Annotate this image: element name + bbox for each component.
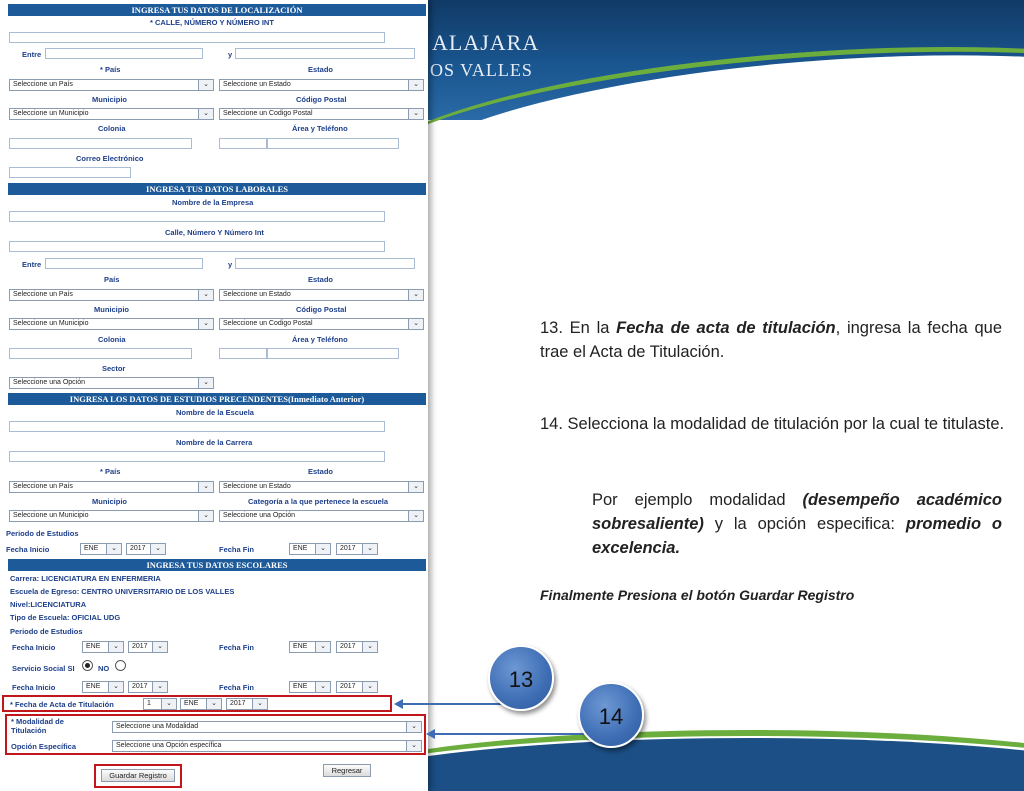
colonia-laboral-input[interactable]: [9, 348, 192, 359]
fecha-fin-servicio-label: Fecha Fin: [219, 683, 255, 692]
mes-fin-value: ENE: [293, 545, 308, 552]
section-header-escolares: INGRESA TUS DATOS ESCOLARES: [8, 559, 426, 571]
guardar-registro-button[interactable]: Guardar Registro: [101, 769, 175, 782]
y-input[interactable]: [235, 48, 415, 59]
instruction-14-example-a: Por ejemplo modalidad: [592, 491, 803, 509]
periodo-estudios-label: Periodo de Estudios: [6, 529, 79, 538]
municipio-estudios-value: Seleccione un Municipio: [13, 512, 89, 519]
modalidad-value: Seleccione una Modalidad: [116, 723, 199, 730]
mes-fin-select[interactable]: [289, 543, 331, 555]
chevron-down-icon: ⌄: [406, 722, 421, 732]
modalidad-select[interactable]: [112, 721, 422, 733]
cp-laboral-value: Seleccione un Codigo Postal: [223, 320, 313, 327]
fecha-inicio-label: Fecha Inicio: [6, 545, 50, 554]
pais-laboral-value: Seleccione un País: [13, 291, 73, 298]
estado-estudios-label: Estado: [308, 467, 334, 476]
chevron-down-icon: ⌄: [106, 544, 121, 554]
instruction-14-example-c: y la opción especifica:: [703, 515, 906, 533]
carrera-label: Nombre de la Carrera: [176, 438, 253, 447]
municipio-value: Seleccione un Municipio: [13, 110, 89, 117]
entre-input[interactable]: [45, 48, 203, 59]
area-label: Área y Teléfono: [292, 124, 348, 133]
municipio-laboral-select[interactable]: [9, 318, 214, 330]
telefono-input[interactable]: [267, 138, 399, 149]
chevron-down-icon: ⌄: [198, 511, 213, 521]
mes-fin-escolar-select[interactable]: [289, 641, 331, 653]
acta-mes-value: ENE: [184, 700, 199, 707]
municipio-estudios-label: Municipio: [92, 497, 127, 506]
municipio-laboral-label: Municipio: [94, 305, 129, 314]
chevron-down-icon: ⌄: [406, 741, 421, 751]
fecha-fin-escolar-label: Fecha Fin: [219, 643, 255, 652]
pais-value: Seleccione un País: [13, 81, 73, 88]
chevron-down-icon: ⌄: [408, 290, 423, 300]
mes-inicio-value: ENE: [84, 545, 99, 552]
chevron-down-icon: ⌄: [362, 682, 377, 692]
chevron-down-icon: ⌄: [408, 482, 423, 492]
calle-laboral-label: Calle, Número Y Número Int: [165, 228, 264, 237]
fecha-inicio-escolar-label: Fecha Inicio: [12, 643, 56, 652]
registration-form: [0, 0, 428, 791]
colonia-input[interactable]: [9, 138, 192, 149]
instruction-13-a: En la: [562, 319, 617, 337]
instruction-13-c: , ingresa la fecha que trae el Acta de Titulación.: [540, 319, 1002, 361]
no-label: NO: [98, 664, 110, 673]
instruction-13: [540, 316, 1002, 364]
chevron-down-icon: ⌄: [108, 642, 123, 652]
chevron-down-icon: ⌄: [408, 109, 423, 119]
section-header-localizacion: INGRESA TUS DATOS DE LOCALIZACIÓN: [8, 4, 426, 16]
section-header-estudios: INGRESA LOS DATOS DE ESTUDIOS PRECENDENTES(Inmediato Anterior): [8, 393, 426, 405]
estado-laboral-select[interactable]: [219, 289, 424, 301]
empresa-label: Nombre de la Empresa: [172, 198, 254, 207]
chevron-down-icon: ⌄: [315, 544, 330, 554]
chevron-down-icon: ⌄: [198, 290, 213, 300]
entre-laboral-label: Entre: [22, 260, 42, 269]
nivel-info: Nivel:LICENCIATURA: [10, 600, 87, 609]
cp-value: Seleccione un Codigo Postal: [223, 110, 313, 117]
chevron-down-icon: ⌄: [206, 699, 221, 709]
cp-label: Código Postal: [296, 95, 347, 104]
escuela-info: Escuela de Egreso: CENTRO UNIVERSITARIO DE LOS VALLES: [10, 587, 235, 596]
arrow-13-head: [394, 699, 403, 709]
opcion-value: Seleccione una Opción específica: [116, 742, 222, 749]
chevron-down-icon: ⌄: [362, 544, 377, 554]
regresar-button[interactable]: Regresar: [323, 764, 371, 777]
chevron-down-icon: ⌄: [198, 378, 213, 388]
carrera-info: Carrera: LICENCIATURA EN ENFERMERIA: [10, 574, 161, 583]
entre-laboral-input[interactable]: [45, 258, 203, 269]
anio-inicio-servicio-select[interactable]: [128, 681, 168, 693]
y-laboral-label: y: [228, 260, 233, 269]
instruction-14: 14. Selecciona la modalidad de titulación por la cual te titulaste.: [540, 415, 1005, 433]
acta-mes-select[interactable]: [180, 698, 222, 710]
pais-estudios-value: Seleccione un País: [13, 483, 73, 490]
sector-value: Seleccione una Opción: [13, 379, 85, 386]
arrow-14-line: [434, 733, 584, 735]
y-label: y: [228, 50, 233, 59]
acta-anio-value: 2017: [230, 700, 246, 707]
section-header-laborales: INGRESA TUS DATOS LABORALES: [8, 183, 426, 195]
instruction-13-number: 13.: [540, 319, 563, 337]
chevron-down-icon: ⌄: [150, 544, 165, 554]
municipio-label: Municipio: [92, 95, 127, 104]
mes-inicio-servicio-value: ENE: [86, 683, 101, 690]
servicio-social-label: Servicio Social SI: [12, 664, 75, 673]
anio-fin-select[interactable]: [336, 543, 378, 555]
sector-label: Sector: [102, 364, 126, 373]
chevron-down-icon: ⌄: [198, 80, 213, 90]
chevron-down-icon: ⌄: [161, 699, 176, 709]
categoria-value: Seleccione una Opción: [223, 512, 295, 519]
estado-estudios-select[interactable]: [219, 481, 424, 493]
area-laboral-label: Área y Teléfono: [292, 335, 348, 344]
acta-dia-value: 1: [147, 700, 151, 707]
anio-inicio-value: 2017: [130, 545, 146, 552]
calle-label: * CALLE, NÚMERO Y NÚMERO INT: [150, 18, 274, 27]
chevron-down-icon: ⌄: [315, 682, 330, 692]
servicio-no-radio[interactable]: [115, 660, 126, 671]
estado-laboral-label: Estado: [308, 275, 334, 284]
anio-fin-servicio-select[interactable]: [336, 681, 378, 693]
chevron-down-icon: ⌄: [315, 642, 330, 652]
pais-laboral-label: País: [104, 275, 120, 284]
anio-fin-escolar-select[interactable]: [336, 641, 378, 653]
brand-line-2: OS VALLES: [430, 60, 533, 80]
estado-label: Estado: [308, 65, 334, 74]
chevron-down-icon: ⌄: [198, 482, 213, 492]
mes-inicio-escolar-value: ENE: [86, 643, 101, 650]
area-input[interactable]: [219, 138, 267, 149]
calle-input[interactable]: [9, 32, 385, 43]
instruction-14-example: [592, 488, 1002, 560]
cp-laboral-select[interactable]: [219, 318, 424, 330]
calle-laboral-input[interactable]: [9, 241, 385, 252]
callout-13: 13: [488, 645, 554, 711]
instruction-13-emphasis: Fecha de acta de titulación: [616, 319, 836, 337]
arrow-14-head: [426, 729, 435, 739]
municipio-laboral-value: Seleccione un Municipio: [13, 320, 89, 327]
tipo-info: Tipo de Escuela: OFICIAL UDG: [10, 613, 121, 622]
telefono-laboral-input[interactable]: [267, 348, 399, 359]
municipio-select[interactable]: [9, 108, 214, 120]
instruction-14-example-emphasis-2: promedio o excelencia.: [592, 515, 1002, 557]
acta-label: * Fecha de Acta de Titulación: [10, 700, 114, 709]
chevron-down-icon: ⌄: [108, 682, 123, 692]
acta-anio-select[interactable]: [226, 698, 268, 710]
estado-select[interactable]: [219, 79, 424, 91]
anio-fin-servicio-value: 2017: [340, 683, 356, 690]
brand-line-1: ALAJARA: [432, 30, 540, 55]
anio-fin-escolar-value: 2017: [340, 643, 356, 650]
anio-inicio-escolar-select[interactable]: [128, 641, 168, 653]
correo-input[interactable]: [9, 167, 131, 178]
colonia-label: Colonia: [98, 124, 126, 133]
estado-estudios-value: Seleccione un Estado: [223, 483, 291, 490]
mes-fin-escolar-value: ENE: [293, 643, 308, 650]
pais-label: * País: [100, 65, 121, 74]
servicio-si-radio[interactable]: [82, 660, 93, 671]
chevron-down-icon: ⌄: [408, 511, 423, 521]
cp-select[interactable]: [219, 108, 424, 120]
chevron-down-icon: ⌄: [408, 319, 423, 329]
anio-inicio-escolar-value: 2017: [132, 643, 148, 650]
callout-14: 14: [578, 682, 644, 748]
instruction-14-example-emphasis: (desempeño académico sobresaliente): [592, 491, 1002, 533]
fecha-inicio-servicio-label: Fecha Inicio: [12, 683, 56, 692]
chevron-down-icon: ⌄: [252, 699, 267, 709]
y-laboral-input[interactable]: [235, 258, 415, 269]
categoria-select[interactable]: [219, 510, 424, 522]
pais-laboral-select[interactable]: [9, 289, 214, 301]
chevron-down-icon: ⌄: [198, 109, 213, 119]
pais-select[interactable]: [9, 79, 214, 91]
pais-estudios-select[interactable]: [9, 481, 214, 493]
empresa-input[interactable]: [9, 211, 385, 222]
mes-fin-servicio-select[interactable]: [289, 681, 331, 693]
anio-fin-value: 2017: [340, 545, 356, 552]
chevron-down-icon: ⌄: [408, 80, 423, 90]
acta-dia-select[interactable]: [143, 698, 177, 710]
modalidad-label: * Modalidad de Titulación: [11, 717, 64, 735]
mes-inicio-servicio-select[interactable]: [82, 681, 124, 693]
periodo-escolar-label: Periodo de Estudios: [10, 627, 83, 636]
anio-inicio-select[interactable]: [126, 543, 166, 555]
colonia-laboral-label: Colonia: [98, 335, 126, 344]
municipio-estudios-select[interactable]: [9, 510, 214, 522]
fecha-fin-label: Fecha Fin: [219, 545, 255, 554]
chevron-down-icon: ⌄: [152, 682, 167, 692]
escuela-input[interactable]: [9, 421, 385, 432]
cp-laboral-label: Código Postal: [296, 305, 347, 314]
pais-estudios-label: * País: [100, 467, 121, 476]
chevron-down-icon: ⌄: [152, 642, 167, 652]
mes-inicio-select[interactable]: [80, 543, 122, 555]
mes-inicio-escolar-select[interactable]: [82, 641, 124, 653]
categoria-label: Categoría a la que pertenece la escuela: [248, 497, 389, 506]
mes-fin-servicio-value: ENE: [293, 683, 308, 690]
chevron-down-icon: ⌄: [198, 319, 213, 329]
instruction-final: Finalmente Presiona el botón Guardar Registro: [540, 587, 855, 603]
sector-select[interactable]: [9, 377, 214, 389]
opcion-select[interactable]: [112, 740, 422, 752]
opcion-label: Opción Específica: [11, 742, 77, 751]
estado-value: Seleccione un Estado: [223, 81, 291, 88]
estado-laboral-value: Seleccione un Estado: [223, 291, 291, 298]
carrera-input[interactable]: [9, 451, 385, 462]
escuela-label: Nombre de la Escuela: [176, 408, 254, 417]
entre-label: Entre: [22, 50, 42, 59]
correo-label: Correo Electrónico: [76, 154, 144, 163]
area-laboral-input[interactable]: [219, 348, 267, 359]
anio-inicio-servicio-value: 2017: [132, 683, 148, 690]
chevron-down-icon: ⌄: [362, 642, 377, 652]
